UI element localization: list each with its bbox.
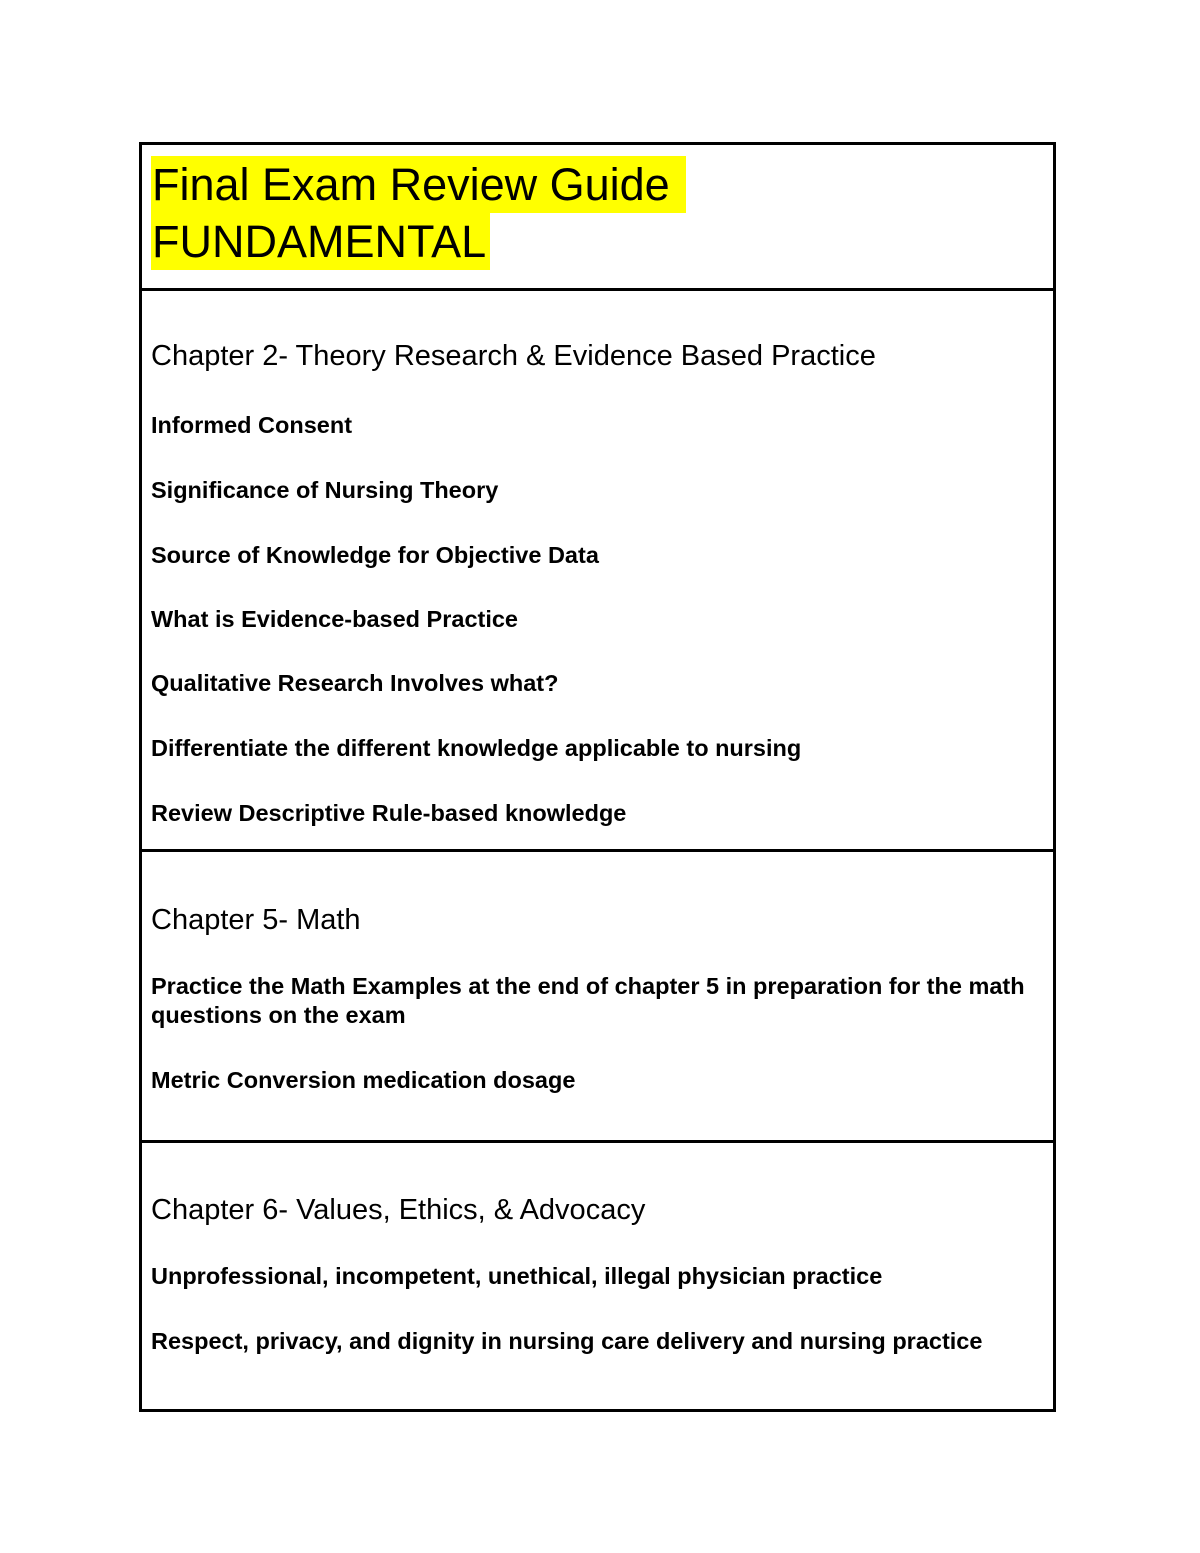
topic-item: Respect, privacy, and dignity in nursing care delivery and nursing practice [151,1328,983,1354]
topic-item: What is Evidence-based Practice [151,606,519,632]
topic-item: Significance of Nursing Theory [151,477,499,503]
chapter-heading: Chapter 2- Theory Research & Evidence Based Practice [151,340,876,372]
topic-item: Unprofessional, incompetent, unethical, illegal physician practice [151,1263,883,1289]
topic-item: Differentiate the different knowledge applicable to nursing [151,735,802,761]
chapter-5-section [142,852,1053,1143]
chapter-6-section [142,1143,1053,1409]
chapter-heading: Chapter 6- Values, Ethics, & Advocacy [151,1194,646,1226]
review-guide-table [139,142,1056,1412]
topic-item: Metric Conversion medication dosage [151,1067,576,1093]
topic-item: Practice the Math Examples at the end of chapter 5 in preparation for the math questions on the exam [151,973,1025,1028]
document-subtitle: FUNDAMENTAL [151,213,490,270]
topic-item: Review Descriptive Rule-based knowledge [151,800,627,826]
document-title: Final Exam Review Guide [151,156,686,213]
chapter-heading: Chapter 5- Math [151,904,361,936]
topic-item: Source of Knowledge for Objective Data [151,542,599,568]
chapter-2-section [142,291,1053,852]
topic-item: Informed Consent [151,412,353,438]
topic-item: Qualitative Research Involves what? [151,670,559,696]
title-cell [142,145,1053,291]
